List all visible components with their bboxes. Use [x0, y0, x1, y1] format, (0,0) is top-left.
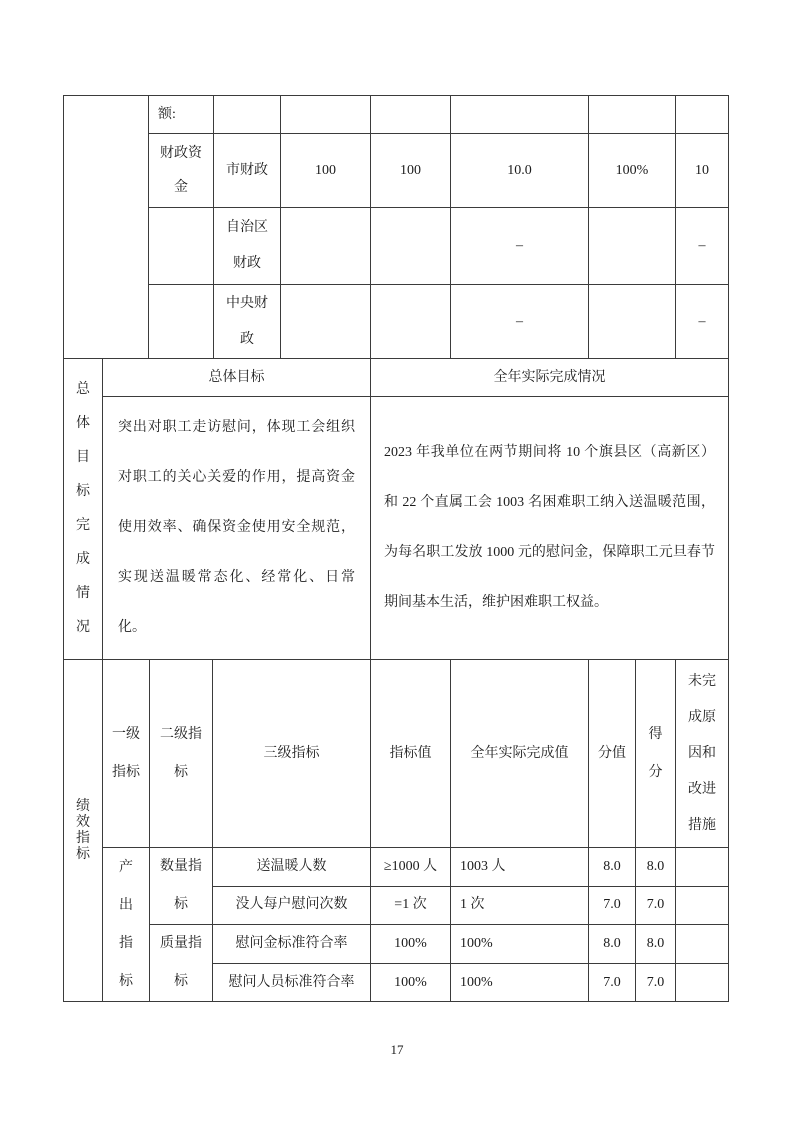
indicator-points: 7.0 [589, 964, 636, 1002]
indicator-name: 慰问人员标准符合率 [213, 964, 371, 1002]
indicator-name: 送温暖人数 [213, 848, 371, 887]
indicator-reason [676, 848, 729, 887]
empty-cell [676, 96, 729, 134]
indicator-name: 没人每户慰问次数 [213, 886, 371, 925]
indicator-target: 100% [371, 925, 451, 964]
empty-cell [371, 285, 451, 359]
indicator-actual: 1003 人 [451, 848, 589, 887]
funding-source-city: 市财政 [214, 134, 281, 208]
funding-central-score: – [676, 285, 729, 359]
self-evaluation-table [63, 95, 729, 1002]
indicator-points: 7.0 [589, 886, 636, 925]
funding-partial-label: 额: [149, 96, 214, 134]
funding-city-value: 10.0 [451, 134, 589, 208]
indicator-points: 8.0 [589, 848, 636, 887]
empty-cell [589, 96, 676, 134]
empty-cell [371, 208, 451, 285]
header-level1: 一级指标 [103, 660, 150, 848]
overall-goal-table [63, 358, 729, 660]
indicator-score: 8.0 [636, 848, 676, 887]
overall-goal-header: 总体目标 [103, 359, 371, 397]
empty-cell [281, 285, 371, 359]
indicator-score: 8.0 [636, 925, 676, 964]
page-number: 17 [390, 1042, 404, 1057]
empty-cell [589, 208, 676, 285]
indicator-reason [676, 886, 729, 925]
empty-cell [149, 208, 214, 285]
header-actual: 全年实际完成值 [451, 660, 589, 848]
funding-region-score: – [676, 208, 729, 285]
funding-region-value: – [451, 208, 589, 285]
indicator-actual: 1 次 [451, 886, 589, 925]
empty-cell [371, 96, 451, 134]
performance-indicator-table [63, 659, 729, 1002]
overall-actual-text: 2023 年我单位在两节期间将 10 个旗县区（高新区）和 22 个直属工会 1003 名困难职工纳入送温暖范围，为每名职工发放 1000 元的慰问金，保障职工元旦春节期间基本生活，维护困难职工权益。 [384, 445, 715, 610]
level2-quantity-indicator: 数量指标 [150, 848, 213, 925]
overall-actual-text-cell [371, 397, 729, 660]
empty-cell [214, 96, 281, 134]
funding-left-merged-cell [64, 96, 149, 359]
indicator-score: 7.0 [636, 886, 676, 925]
indicator-actual: 100% [451, 925, 589, 964]
header-points: 分值 [589, 660, 636, 848]
funding-source-region: 自治区财政 [214, 208, 281, 285]
indicator-target: =1 次 [371, 886, 451, 925]
empty-cell [281, 208, 371, 285]
indicator-reason [676, 925, 729, 964]
overall-goal-text: 突出对职工走访慰问，体现工会组织对职工的关心关爱的作用，提高资金使用效率、确保资金使用安全规范，实现送温暖常态化、经常化、日常化。 [118, 420, 355, 635]
header-level2: 二级指标 [150, 660, 213, 848]
header-score: 得分 [636, 660, 676, 848]
empty-cell [589, 285, 676, 359]
level1-output-indicator: 产出指标 [103, 848, 150, 1002]
funding-city-annual-total: 100 [281, 134, 371, 208]
header-level3: 三级指标 [213, 660, 371, 848]
indicator-target: 100% [371, 964, 451, 1002]
funding-category-text: 财政资金 [160, 145, 202, 195]
level2-quality-indicator: 质量指标 [150, 925, 213, 1002]
funding-city-budget: 100 [371, 134, 451, 208]
indicator-score: 7.0 [636, 964, 676, 1002]
funding-source-central: 中央财政 [214, 285, 281, 359]
overall-goal-text-cell [103, 397, 371, 660]
header-reason: 未完成原因和改进措施 [676, 660, 729, 848]
funding-city-rate: 100% [589, 134, 676, 208]
indicator-actual: 100% [451, 964, 589, 1002]
indicator-name: 慰问金标准符合率 [213, 925, 371, 964]
indicator-points: 8.0 [589, 925, 636, 964]
overall-side-label: 总体目标完成情况 [64, 359, 103, 660]
overall-actual-header: 全年实际完成情况 [371, 359, 729, 397]
performance-side-label: 绩效指标 [64, 660, 103, 1002]
indicator-target: ≥1000 人 [371, 848, 451, 887]
empty-cell [281, 96, 371, 134]
empty-cell [451, 96, 589, 134]
funding-central-value: – [451, 285, 589, 359]
funding-category-label [149, 134, 214, 208]
indicator-reason [676, 964, 729, 1002]
funding-city-score: 10 [676, 134, 729, 208]
header-target: 指标值 [371, 660, 451, 848]
empty-cell [149, 285, 214, 359]
funding-table [63, 95, 729, 359]
